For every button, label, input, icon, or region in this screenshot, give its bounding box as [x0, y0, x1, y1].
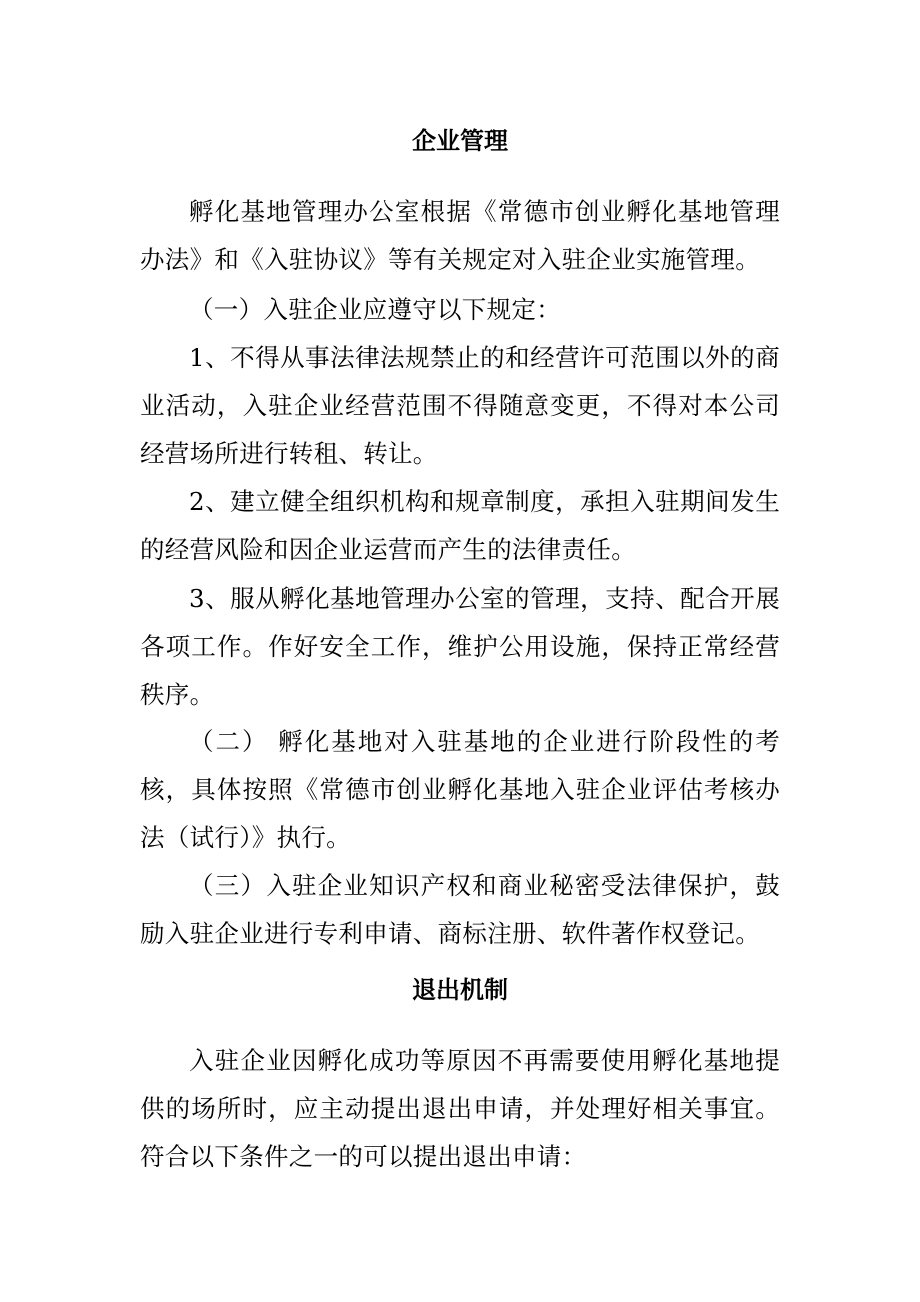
paragraph-intro: 孵化基地管理办公室根据《常德市创业孵化基地管理办法》和《入驻协议》等有关规定对入驻企业实施管理。 [140, 197, 780, 274]
paragraph-ip-protection: （三）入驻企业知识产权和商业秘密受法律保护，鼓励入驻企业进行专利申请、商标注册、软件著作权登记。 [140, 871, 780, 948]
section-title-exit-mechanism: 退出机制 [412, 976, 508, 1004]
paragraph-exit-intro: 入驻企业因孵化成功等原因不再需要使用孵化基地提供的场所时，应主动提出退出申请，并处理好相关事宜。符合以下条件之一的可以提出退出申请： [140, 1046, 780, 1171]
paragraph-rules-heading: （一）入驻企业应遵守以下规定： [189, 295, 561, 324]
paragraph-assessment: （二） 孵化基地对入驻基地的企业进行阶段性的考核，具体按照《常德市创业孵化基地入驻企业评估考核办法（试行）》执行。 [140, 727, 780, 852]
paragraph-rule-2: 2、建立健全组织机构和规章制度，承担入驻期间发生的经营风险和因企业运营而产生的法律责任。 [140, 487, 780, 564]
paragraph-rule-3: 3、服从孵化基地管理办公室的管理，支持、配合开展各项工作。作好安全工作，维护公用设施，保持正常经营秩序。 [140, 584, 780, 709]
section-title-enterprise-management: 企业管理 [412, 127, 508, 155]
paragraph-rule-1: 1、不得从事法律法规禁止的和经营许可范围以外的商业活动，入驻企业经营范围不得随意变更，不得对本公司经营场所进行转租、转让。 [140, 343, 780, 468]
